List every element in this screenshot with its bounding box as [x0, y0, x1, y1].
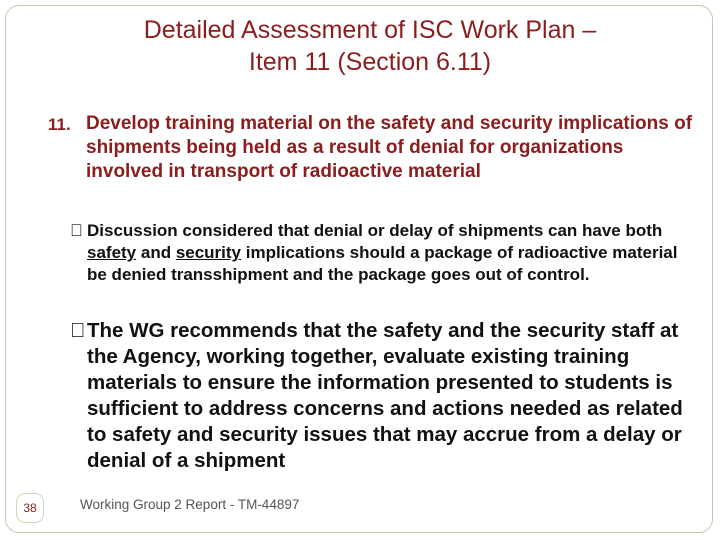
bullet-recommendation-text: The WG recommends that the safety and the security staff at the Agency, working together, evaluate existing training materials to ensure the information presented to students is sufficient to address concerns and actions needed as related to safety and security issues that may accrue from a delay or denial of a shipment	[87, 319, 683, 472]
bullet-text-part: Discussion considered that denial or delay of shipments can have both	[87, 221, 663, 240]
bullet-discussion	[70, 220, 700, 286]
item-number: 11.	[48, 115, 71, 134]
bullet-discussion-text	[70, 220, 700, 286]
bullet-marker	[70, 220, 83, 242]
title-line-2: Item 11 (Section 6.11)	[248, 48, 492, 76]
page-number: 38	[16, 493, 44, 523]
bullet-text-part: implications should a package of radioactive material be denied transshipment and the package goes out of control.	[87, 243, 678, 284]
bullet-recommendation	[70, 318, 700, 474]
item-text: Develop training material on the safety and security implications of shipments being held as a result of denial for organizations involved in transport of radioactive material	[86, 113, 693, 182]
title-line-1: Detailed Assessment of ISC Work Plan –	[143, 16, 597, 44]
underlined-security: security	[175, 243, 242, 262]
work-plan-item	[48, 112, 698, 184]
slide-title	[40, 14, 700, 78]
footer-text: Working Group 2 Report - TM-44897	[80, 497, 300, 512]
bullet-text-part: and	[136, 243, 176, 262]
bullet-marker	[70, 318, 85, 344]
underlined-safety: safety	[87, 243, 137, 262]
